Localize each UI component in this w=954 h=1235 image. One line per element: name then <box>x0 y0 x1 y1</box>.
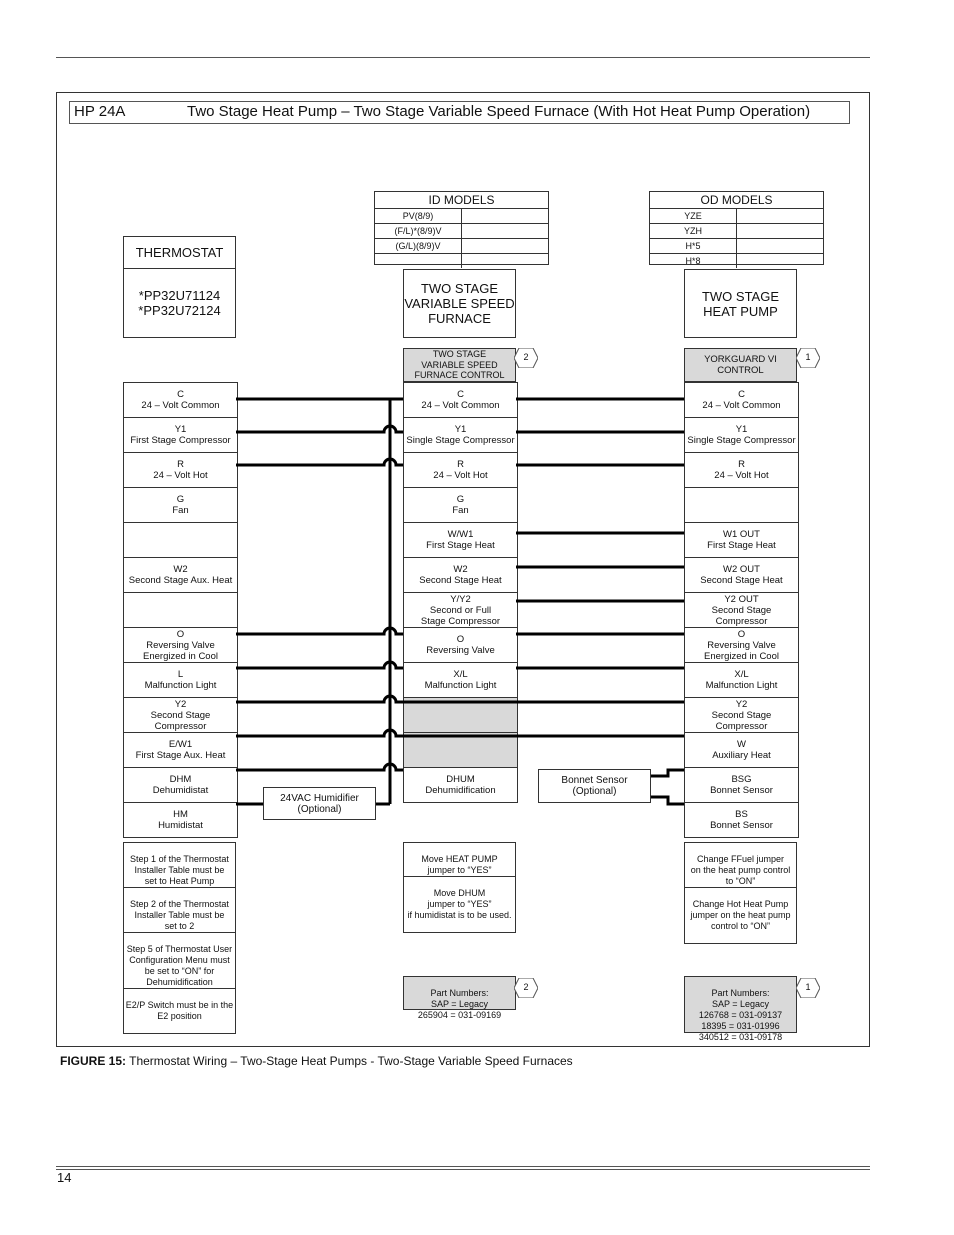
heatpump-terminal-y2-out: Y2 OUT Second Stage Compressor <box>685 593 798 628</box>
table-cell: PV(8/9) <box>375 209 462 223</box>
diagram-title: Two Stage Heat Pump – Two Stage Variable Speed Furnace (With Hot Heat Pump Operation) <box>187 103 811 120</box>
heatpump-control-text: YORKGUARD VI CONTROL <box>704 354 777 376</box>
thermostat-terminal-hm: HM Humidistat <box>124 803 237 838</box>
heatpump-part-numbers <box>684 976 797 1042</box>
badge-text: 1 <box>805 982 811 992</box>
heatpump-notes <box>684 842 797 944</box>
furnace-terminal-xl: X/L Malfunction Light <box>404 663 517 698</box>
thermostat-terminal-w2: W2 Second Stage Aux. Heat <box>124 558 237 593</box>
part-numbers-text: Part Numbers: SAP = Legacy 265904 = 031-09169 <box>417 988 502 1020</box>
heatpump-terminal-w1-out: W1 OUT First Stage Heat <box>685 523 798 558</box>
furnace-badge-text: 2 <box>523 352 529 362</box>
wire-bsg <box>651 770 684 776</box>
note-item: E2/P Switch must be in the E2 position <box>125 1000 234 1021</box>
furnace-terminal-dhum: DHUM Dehumidification <box>404 768 517 803</box>
figure-caption <box>60 1054 573 1068</box>
heatpump-terminal-c: C 24 – Volt Common <box>685 383 798 418</box>
thermostat-terminal-o: O Reversing Valve Energized in Cool <box>124 628 237 663</box>
heatpump-terminal-o: O Reversing Valve Energized in Cool <box>685 628 798 663</box>
heatpump-terminal-xl: X/L Malfunction Light <box>685 663 798 698</box>
id-models-title: ID MODELS <box>375 192 548 209</box>
wire-ew1-direct <box>236 730 684 736</box>
thermostat-terminal-g: G Fan <box>124 488 237 523</box>
heatpump-terminal-y1: Y1 Single Stage Compressor <box>685 418 798 453</box>
furnace-terminal-w1: W/W1 First Stage Heat <box>404 523 517 558</box>
furnace-notes <box>403 842 516 933</box>
furnace-terminal-g: G Fan <box>404 488 517 523</box>
table-cell: YZE <box>650 209 737 223</box>
part-numbers-text: Part Numbers: SAP = Legacy 126768 = 031-09137 18395 = 031-01996 340512 = 031-09178 <box>698 988 783 1042</box>
wire-dhm <box>236 764 403 770</box>
note-item: Move DHUM jumper to “YES” if humidistat is to be used. <box>407 888 512 920</box>
heatpump-terminal-w2-out: W2 OUT Second Stage Heat <box>685 558 798 593</box>
furnace-terminal-o: O Reversing Valve <box>404 628 517 663</box>
table-cell: (F/L)*(8/9)V <box>375 224 462 238</box>
thermostat-title-text: THERMOSTAT <box>135 245 224 260</box>
caption-text: Thermostat Wiring – Two-Stage Heat Pumps - Two-Stage Variable Speed Furnaces <box>126 1054 573 1068</box>
heatpump-badge-text: 1 <box>805 352 811 362</box>
note-item: Move HEAT PUMP jumper to “YES” <box>404 854 515 877</box>
thermostat-terminal-y2: Y2 Second Stage Compressor <box>124 698 237 733</box>
humidifier-text: 24VAC Humidifier (Optional) <box>280 792 359 815</box>
thermostat-terminal-r: R 24 – Volt Hot <box>124 453 237 488</box>
diagram-code: HP 24A <box>74 103 126 120</box>
heatpump-parts-badge <box>796 978 820 998</box>
furnace-terminal-w2: W2 Second Stage Heat <box>404 558 517 593</box>
thermostat-terminal-dhm: DHM Dehumidistat <box>124 768 237 803</box>
badge-text: 2 <box>523 982 529 992</box>
furnace-terminal-y1: Y1 Single Stage Compressor <box>404 418 517 453</box>
wire-l-thermo <box>236 662 403 668</box>
heatpump-terminal-bsg: BSG Bonnet Sensor <box>685 768 798 803</box>
wire-y1-thermo <box>236 426 403 432</box>
thermostat-terminal-ew1: E/W1 First Stage Aux. Heat <box>124 733 237 768</box>
heatpump-terminal-w: W Auxiliary Heat <box>685 733 798 768</box>
furnace-parts-badge <box>514 978 538 998</box>
furnace-control-text: TWO STAGE VARIABLE SPEED FURNACE CONTROL <box>414 349 505 381</box>
furnace-terminal-y2: Y/Y2 Second or Full Stage Compressor <box>404 593 517 628</box>
page-number: 14 <box>57 1170 72 1185</box>
wire-bs <box>651 797 684 804</box>
furnace-title-text: TWO STAGE VARIABLE SPEED FURNACE <box>404 281 515 326</box>
note-item: Step 5 of Thermostat User Configuration Menu must be set to “ON” for Dehumidification <box>124 944 235 989</box>
table-cell: (G/L)(8/9)V <box>375 239 462 253</box>
heatpump-terminal-bs: BS Bonnet Sensor <box>685 803 798 838</box>
table-cell: H*8 <box>650 254 737 268</box>
thermostat-notes <box>123 842 236 1034</box>
furnace-terminal-c: C 24 – Volt Common <box>404 383 517 418</box>
bonnet-sensor-text: Bonnet Sensor (Optional) <box>561 775 628 797</box>
note-item: Step 1 of the Thermostat Installer Table must be set to Heat Pump <box>124 854 235 888</box>
note-item: Change Hot Heat Pump jumper on the heat pump control to “ON” <box>690 899 791 931</box>
wire-o-thermo <box>236 628 403 634</box>
heatpump-terminal-r: R 24 – Volt Hot <box>685 453 798 488</box>
od-models-title: OD MODELS <box>650 192 823 209</box>
furnace-terminal-r: R 24 – Volt Hot <box>404 453 517 488</box>
heatpump-title-text: TWO STAGE HEAT PUMP <box>701 288 780 319</box>
wire-r-thermo <box>236 459 403 465</box>
thermostat-terminal-c: C 24 – Volt Common <box>124 383 237 418</box>
note-item: Change FFuel jumper on the heat pump control to “ON” <box>685 854 796 888</box>
wire-y2-direct <box>236 696 684 702</box>
caption-label: FIGURE 15: <box>60 1054 127 1068</box>
heatpump-terminal-y2: Y2 Second Stage Compressor <box>685 698 798 733</box>
furnace-part-numbers <box>403 976 516 1020</box>
thermostat-models-text: *PP32U71124 *PP32U72124 <box>138 288 221 318</box>
thermostat-terminal-l: L Malfunction Light <box>124 663 237 698</box>
thermostat-terminal-y1: Y1 First Stage Compressor <box>124 418 237 453</box>
table-cell: H*5 <box>650 239 737 253</box>
note-item: Step 2 of the Thermostat Installer Table must be set to 2 <box>124 899 235 933</box>
table-cell: YZH <box>650 224 737 238</box>
